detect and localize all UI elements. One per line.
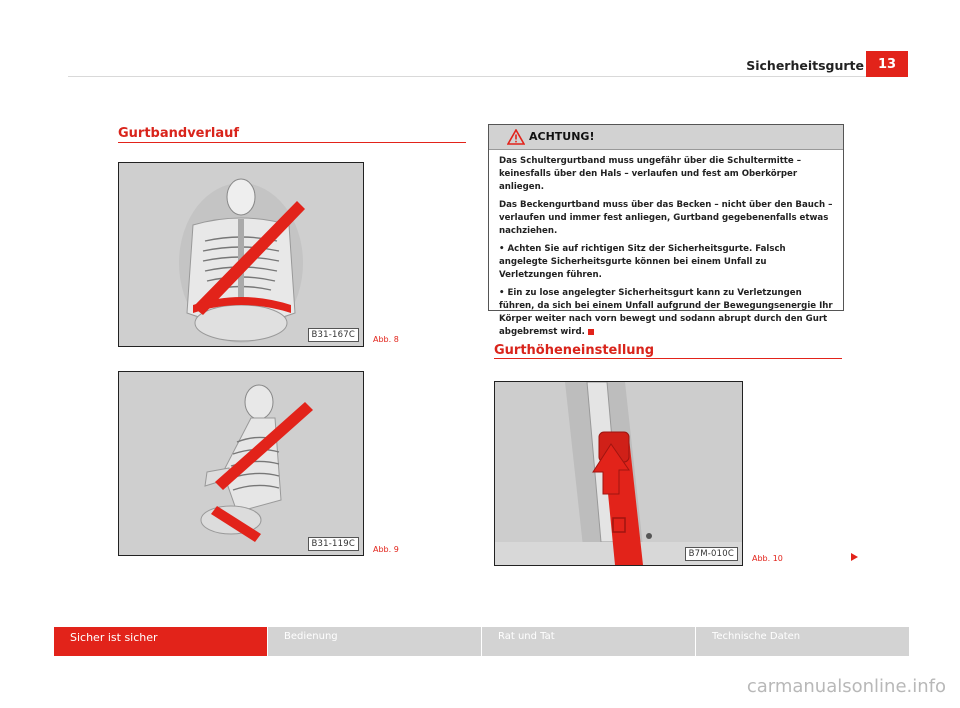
section-title-gurtbandverlauf: Gurtbandverlauf bbox=[118, 126, 240, 141]
page-header-title: Sicherheitsgurte bbox=[746, 58, 864, 73]
warning-box bbox=[488, 124, 844, 337]
warning-title: ACHTUNG! bbox=[529, 130, 595, 143]
warning-body bbox=[489, 150, 843, 339]
warning-paragraph-last bbox=[499, 287, 833, 339]
skeleton-front-illustration bbox=[119, 163, 363, 346]
figure-caption: Abb. 8 bbox=[373, 335, 399, 344]
footer-tabs bbox=[54, 627, 909, 656]
section-rule-right bbox=[494, 358, 842, 359]
section-title-gurthoeheneinstellung: Gurthöheneinstellung bbox=[494, 343, 655, 358]
tab-bedienung[interactable]: Bedienung bbox=[267, 627, 481, 656]
header-rule bbox=[68, 76, 908, 77]
watermark: carmanualsonline.info bbox=[746, 676, 946, 697]
belt-adjuster-illustration bbox=[495, 382, 742, 565]
figure-belt-height-adjuster bbox=[494, 381, 743, 566]
tab-technische-daten[interactable]: Technische Daten bbox=[695, 627, 909, 656]
warning-triangle-icon bbox=[507, 129, 525, 145]
skeleton-side-illustration bbox=[119, 372, 363, 555]
warning-paragraph-text: • Ein zu lose angelegter Sicherheitsgurt kann zu Verletzungen führen, da sich bei einem Unfall aufgrund der Bewegungsenergie Ihr Körper weiter nach vorn bewegt und sodann abrupt durch den Gurt abgebremst wird. bbox=[499, 288, 833, 337]
next-page-arrow-icon[interactable] bbox=[851, 553, 858, 561]
warning-paragraph: • Achten Sie auf richtigen Sitz der Sicherheitsgurte. Falsch angelegte Sicherheitsgurte können bei einem Unfall zu Verletzungen führen. bbox=[499, 244, 786, 280]
warning-paragraph: Das Beckengurtband muss über das Becken – nicht über den Bauch – verlaufen und immer fest anliegen, Gurtband gegebenenfalls etwas nachziehen. bbox=[499, 200, 833, 236]
section-rule-left bbox=[118, 142, 466, 143]
warning-paragraph: Das Schultergurtband muss ungefähr über die Schultermitte – keinesfalls über den Hals – verlaufen und fest am Oberkörper anliegen. bbox=[499, 156, 802, 192]
tab-sicher-ist-sicher[interactable]: Sicher ist sicher bbox=[54, 627, 267, 656]
figure-seatbelt-front bbox=[118, 162, 364, 347]
figure-code-label: B7M-010C bbox=[685, 547, 738, 561]
figure-code-label: B31-167C bbox=[308, 328, 359, 342]
page-number: 13 bbox=[866, 51, 908, 77]
figure-code-label: B31-119C bbox=[308, 537, 359, 551]
end-of-section-square-icon bbox=[588, 329, 594, 335]
figure-seatbelt-side bbox=[118, 371, 364, 556]
figure-caption: Abb. 10 bbox=[752, 554, 783, 563]
warning-header bbox=[489, 125, 843, 150]
tab-rat-und-tat[interactable]: Rat und Tat bbox=[481, 627, 695, 656]
figure-caption: Abb. 9 bbox=[373, 545, 399, 554]
